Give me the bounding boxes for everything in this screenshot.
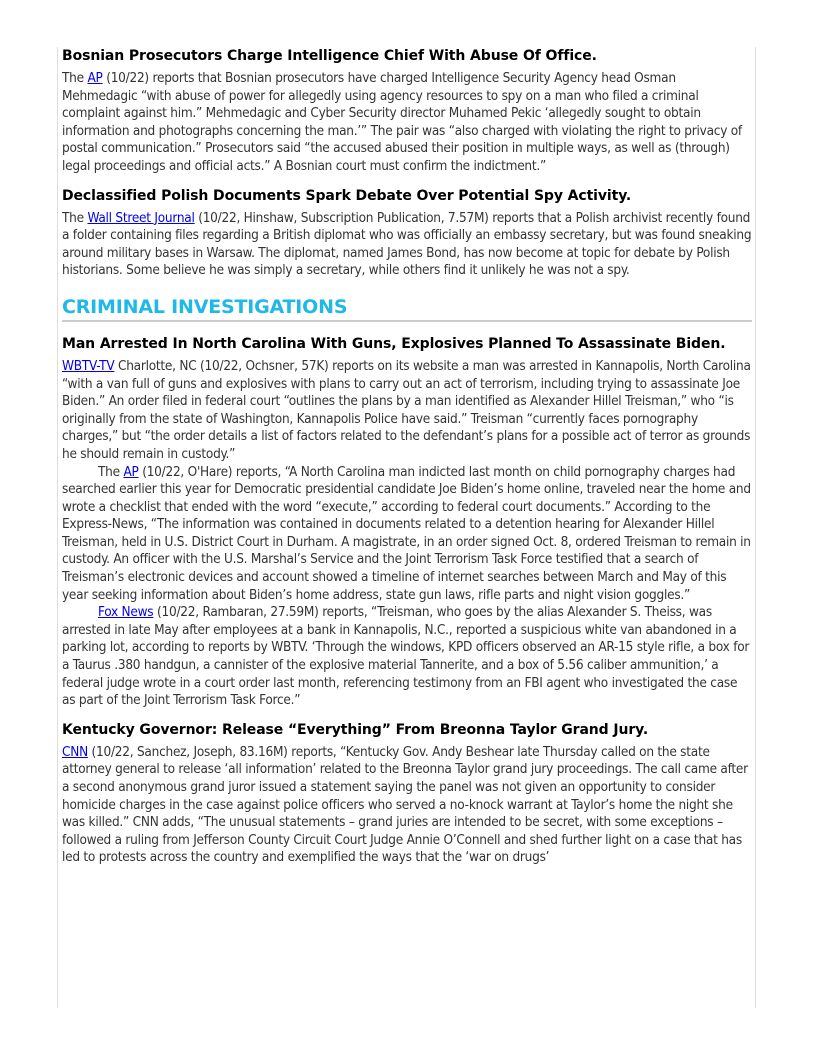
source-link-cnn[interactable]: CNN bbox=[62, 743, 88, 760]
spacer bbox=[62, 322, 752, 335]
spacer bbox=[62, 710, 752, 721]
article-paragraph bbox=[62, 464, 752, 605]
article-paragraph bbox=[62, 358, 752, 464]
source-link-ap[interactable]: AP bbox=[123, 463, 139, 480]
source-link-fox-news[interactable]: Fox News bbox=[98, 604, 154, 621]
article-nc-man-arrested bbox=[62, 335, 752, 710]
paragraph-text: (10/22, Hinshaw, Subscription Publication, 7.57M) reports that a Polish archivist recently found a folder containing files regarding a British diplomat who was officially an embassy secretary, but was found sneaking around military bases in Warsaw. The diplomat, named James Bond, has now become at topic for debate by Polish historians. Some believe he was simply a secretary, while others find it unlikely he was not a spy. bbox=[62, 209, 752, 279]
paragraph-text: Charlotte, NC (10/22, Ochsner, 57K) reports on its website a man was arrested in Kannapolis, North Carolina “with a van full of guns and explosives with plans to carry out an act of terrorism, including trying to assassinate Joe Biden.” An order filed in federal court “outlines the plans by a man identified as Alexander Hillel Treisman,” who “is originally from the state of Washington, Kannapolis Police have said.” Treisman “currently faces pornography charges,” but “the order details a list of factors related to the defendant’s plans for a possible act of terror as grounds he should remain in custody.” bbox=[62, 357, 751, 462]
paragraph-text: (10/22) reports that Bosnian prosecutors have charged Intelligence Security Agency head Osman Mehmedagic “with abuse of power for allegedly using agency resources to spy on a man who filed a criminal complaint against him.” Mehmedagic and Cyber Security director Muhamed Pekic ‘allegedly sought to obtain information and photographs concerning the man.’” The pair was “also charged with violating the right to privacy of postal communication.” Prosecutors said “the accused abused their position in multiple ways, as well as (through) legal proceedings and official acts.” A Bosnian court must confirm the indictment.” bbox=[62, 70, 742, 174]
source-link-wall-street-journal[interactable]: Wall Street Journal bbox=[87, 209, 195, 226]
article-headline: Kentucky Governor: Release “Everything” From Breonna Taylor Grand Jury. bbox=[62, 721, 649, 738]
paragraph-prefix: The bbox=[62, 209, 88, 226]
paragraph-text: (10/22, O'Hare) reports, “A North Carolina man indicted last month on child pornography charges had searched earlier this year for Democratic presidential candidate Joe Biden’s home online, traveled near the home and wrote a checklist that ended with the word “execute,” according to federal court documents.” According to the Express-News, “The information was contained in documents related to a detention hearing for Alexander Hillel Treisman, held in U.S. District Court in Durham. A magistrate, in an order signed Oct. 8, ordered Treisman to remain in custody. An officer with the U.S. Marshal’s Service and the Joint Terrorism Task Force testified that a search of Treisman’s electronic devices and account showed a timeline of internet searches between March and May of this year seeking information about Biden’s home address, state gun laws, rifle parts and night vision goggles.” bbox=[62, 463, 751, 603]
article-headline: Bosnian Prosecutors Charge Intelligence Chief With Abuse Of Office. bbox=[62, 48, 597, 64]
newsletter-page-column bbox=[57, 47, 756, 1008]
article-paragraph bbox=[62, 744, 752, 867]
article-bosnian-prosecutors bbox=[62, 47, 752, 176]
article-paragraph bbox=[62, 210, 752, 280]
paragraph-text: (10/22, Rambaran, 27.59M) reports, “Treisman, who goes by the alias Alexander S. Theiss, was arrested in late May after employees at a bank in Kannapolis, N.C., reported a suspicious white van abandoned in a parking lot, according to reports by WBTV. ‘Through the windows, KPD officers observed an AR-15 style rifle, a box for a Taurus .380 handgun, a cannister of the explosive material Tannerite, and a box of 5.56 caliber ammunition,’ a federal judge wrote in a court order last month, referencing testimony from an FBI agent who investigated the case as part of the Joint Terrorism Task Force.” bbox=[62, 604, 750, 709]
paragraph-text: (10/22, Sanchez, Joseph, 83.16M) reports, “Kentucky Gov. Andy Beshear late Thursday called on the state attorney general to release ‘all information’ related to the Breonna Taylor grand jury proceedings. The call came after a second anonymous grand juror issued a statement saying the panel was not given an opportunity to consider homicide charges in the case against police officers who served a no-knock warrant at Taylor’s home the night she was killed.” CNN adds, “The unusual statements – grand juries are intended to be secret, with some exceptions – followed a ruling from Jefferson County Circuit Court Judge Annie O’Connell and shed further light on a case that has led to protests across the country and exemplified the ways that the ‘war on drugs’ bbox=[62, 743, 748, 866]
spacer bbox=[62, 176, 752, 187]
article-paragraph bbox=[62, 604, 752, 710]
article-kentucky-governor bbox=[62, 721, 752, 867]
article-polish-documents bbox=[62, 187, 752, 280]
paragraph-prefix: The bbox=[62, 70, 88, 86]
section-heading-criminal-investigations: CRIMINAL INVESTIGATIONS bbox=[62, 296, 752, 322]
source-link-wbtv[interactable]: WBTV-TV bbox=[62, 357, 115, 374]
article-paragraph bbox=[62, 70, 752, 176]
source-link-ap[interactable]: AP bbox=[87, 70, 103, 86]
article-headline: Declassified Polish Documents Spark Debate Over Potential Spy Activity. bbox=[62, 187, 632, 204]
paragraph-prefix: The bbox=[98, 463, 124, 480]
article-headline: Man Arrested In North Carolina With Guns, Explosives Planned To Assassinate Biden. bbox=[62, 335, 726, 352]
